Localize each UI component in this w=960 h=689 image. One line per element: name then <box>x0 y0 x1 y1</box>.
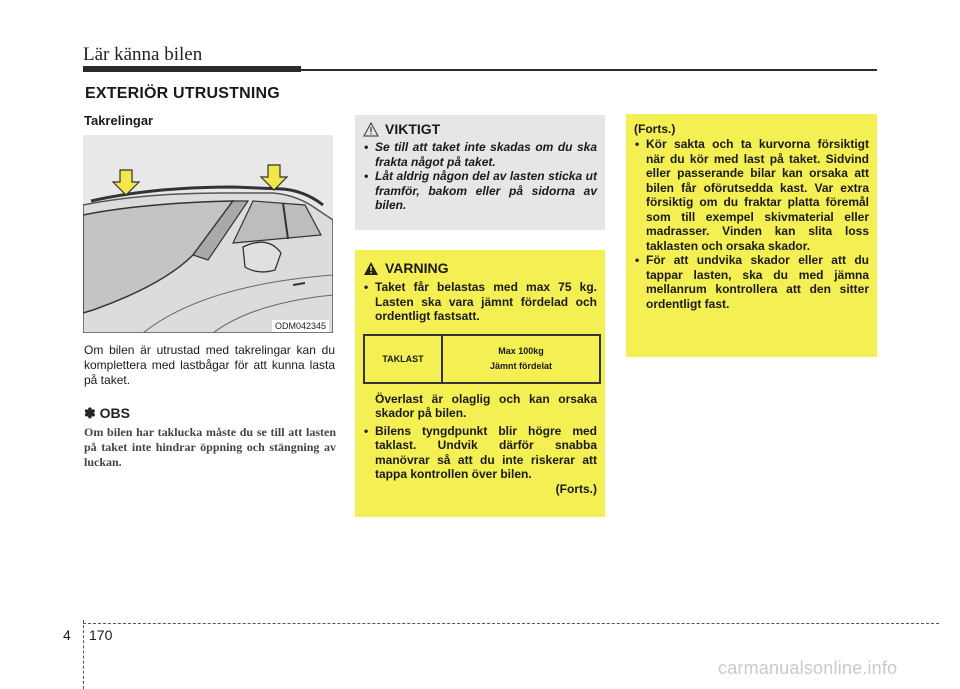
label-taklast: TAKLAST <box>365 336 443 382</box>
header-bar <box>83 66 301 72</box>
warning-triangle-icon <box>363 261 379 276</box>
list-item: • Bilens tyngdpunkt blir högre med taklast. Undvik därför snabba manövrar så att du inte riskerar att tappa kontrollen över bilen. <box>363 424 597 482</box>
varning-list <box>363 280 597 324</box>
section-title: EXTERIÖR UTRUSTNING <box>85 85 280 102</box>
varning-warning <box>355 250 605 517</box>
label-distribution: Jämnt fördelat <box>489 360 552 371</box>
varning-header <box>363 260 597 276</box>
subsection-title: Takrelingar <box>84 113 154 128</box>
label-max-load: Max 100kg <box>498 345 544 356</box>
obs-text: Om bilen har taklucka måste du se till att lasten på taket inte hindrar öppning och stängning av luckan. <box>84 425 336 469</box>
viktigt-list <box>363 140 597 213</box>
footer-rule <box>83 623 939 624</box>
watermark-link[interactable]: carmanualsonline.info <box>718 658 898 678</box>
obs-asterisk-icon: ✽ <box>84 405 96 421</box>
list-item: • För att undvika skador eller att du tappar lasten, ska du med jämna mellanrum kontrollera att den sitter ordentligt fast. <box>634 253 869 311</box>
roof-rail-illustration <box>83 135 333 333</box>
car-roof-drawing <box>83 135 333 333</box>
varning-title: VARNING <box>385 260 449 276</box>
footer-divider <box>83 620 84 689</box>
list-item: • Taket får belastas med max 75 kg. Lasten ska vara jämnt fördelad och ordentligt fastsatt. <box>363 280 597 324</box>
list-item: • Kör sakta och ta kurvorna försiktigt när du kör med last på taket. Sidvind eller passerande bilar kan orsaka att bilen får oförutsedda kast. Var extra försiktig om du fraktar platta föremål som till exempel skivmaterial eller madrasser. Vinden kan slita loss taklasten och orsaka skador. <box>634 137 869 253</box>
intro-paragraph: Om bilen är utrustad med takrelingar kan du komplettera med lastbågar för att kunna lasta på taket. <box>84 343 335 387</box>
viktigt-notice <box>355 115 605 230</box>
viktigt-title: VIKTIGT <box>385 121 441 137</box>
roof-load-label <box>363 334 601 384</box>
overload-text: Överlast är olaglig och kan orsaka skador på bilen. <box>375 391 597 420</box>
chapter-number: 4 <box>63 627 71 643</box>
varning-list-2 <box>363 424 597 482</box>
continued-label: (Forts.) <box>555 481 597 496</box>
obs-heading <box>84 405 130 422</box>
chapter-title: Lär känna bilen <box>83 44 203 65</box>
label-load-spec <box>443 336 599 382</box>
page-number: 170 <box>89 627 113 643</box>
list-item: • Låt aldrig någon del av lasten sticka ut framför, bakom eller på sidorna av bilen. <box>363 169 597 213</box>
list-item: • Se till att taket inte skadas om du ska frakta något på taket. <box>363 140 597 169</box>
header-rule <box>301 69 877 71</box>
continued-title: (Forts.) <box>634 122 676 136</box>
figure-caption: ODM042345 <box>272 320 329 332</box>
continued-warning <box>626 114 877 357</box>
continued-list <box>634 137 869 311</box>
obs-title: OBS <box>99 405 130 421</box>
viktigt-header <box>363 121 597 137</box>
caution-outline-icon <box>363 122 379 137</box>
